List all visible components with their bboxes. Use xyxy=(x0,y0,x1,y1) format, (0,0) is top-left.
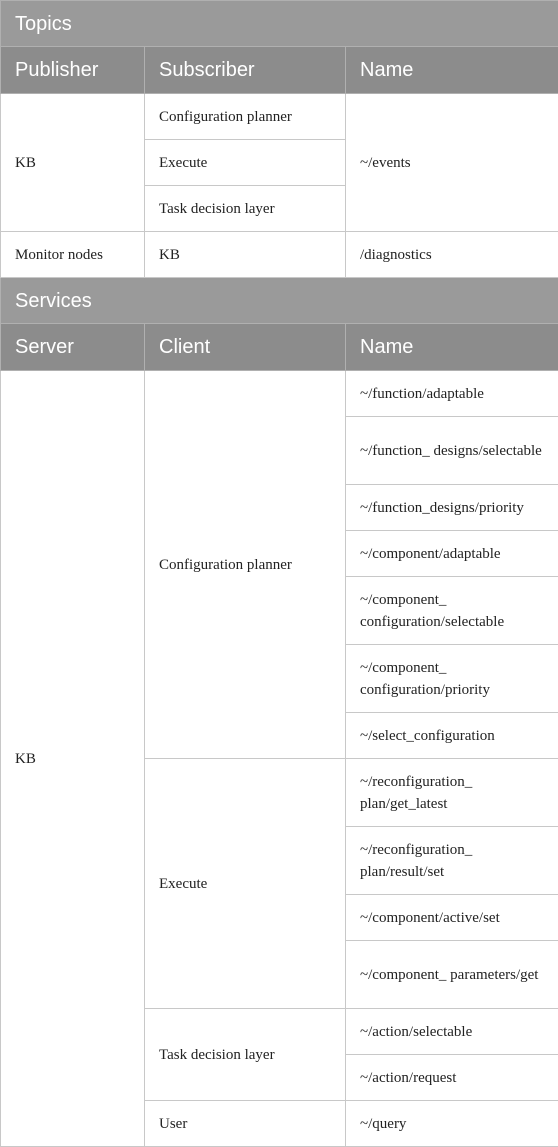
service-client-cell: Task decision layer xyxy=(145,1009,346,1101)
services-header-server: Server xyxy=(1,324,145,371)
service-name-cell: ~/action/request xyxy=(346,1055,558,1101)
table-row xyxy=(1,232,558,278)
service-name-cell: ~/action/selectable xyxy=(346,1009,558,1055)
topic-subscriber-cell: KB xyxy=(145,232,346,278)
topics-header-row xyxy=(1,47,558,94)
service-name-cell: ~/reconfiguration_ plan/result/set xyxy=(346,827,558,895)
table-row xyxy=(1,94,558,140)
services-section-row xyxy=(1,278,558,324)
topics-section-title: Topics xyxy=(1,1,558,47)
topics-header-name: Name xyxy=(346,47,558,94)
service-client-cell: Execute xyxy=(145,759,346,1009)
service-name-cell: ~/function_ designs/selectable xyxy=(346,417,558,485)
service-name-cell: ~/function/adaptable xyxy=(346,371,558,417)
services-header-name: Name xyxy=(346,324,558,371)
service-name-cell: ~/component_ configuration/priority xyxy=(346,645,558,713)
services-header-row xyxy=(1,324,558,371)
service-name-cell: ~/function_designs/priority xyxy=(346,485,558,531)
service-name-cell: ~/query xyxy=(346,1101,558,1147)
topic-subscriber-cell: Execute xyxy=(145,140,346,186)
service-name-cell: ~/select_configuration xyxy=(346,713,558,759)
topics-header-publisher: Publisher xyxy=(1,47,145,94)
topics-header-subscriber: Subscriber xyxy=(145,47,346,94)
service-client-cell: User xyxy=(145,1101,346,1147)
service-name-cell: ~/component_ configuration/selectable xyxy=(346,577,558,645)
service-client-cell: Configuration planner xyxy=(145,371,346,759)
topic-name-cell: ~/events xyxy=(346,94,558,232)
services-header-client: Client xyxy=(145,324,346,371)
service-name-cell: ~/component/adaptable xyxy=(346,531,558,577)
topics-section-row xyxy=(1,1,558,47)
topic-name-cell: /diagnostics xyxy=(346,232,558,278)
service-name-cell: ~/component/active/set xyxy=(346,895,558,941)
service-server-cell: KB xyxy=(1,371,145,1147)
topic-subscriber-cell: Configuration planner xyxy=(145,94,346,140)
service-name-cell: ~/component_ parameters/get xyxy=(346,941,558,1009)
topic-publisher-cell: KB xyxy=(1,94,145,232)
topic-subscriber-cell: Task decision layer xyxy=(145,186,346,232)
services-section-title: Services xyxy=(1,278,558,324)
service-name-cell: ~/reconfiguration_ plan/get_latest xyxy=(346,759,558,827)
topic-publisher-cell: Monitor nodes xyxy=(1,232,145,278)
table-row xyxy=(1,371,558,417)
